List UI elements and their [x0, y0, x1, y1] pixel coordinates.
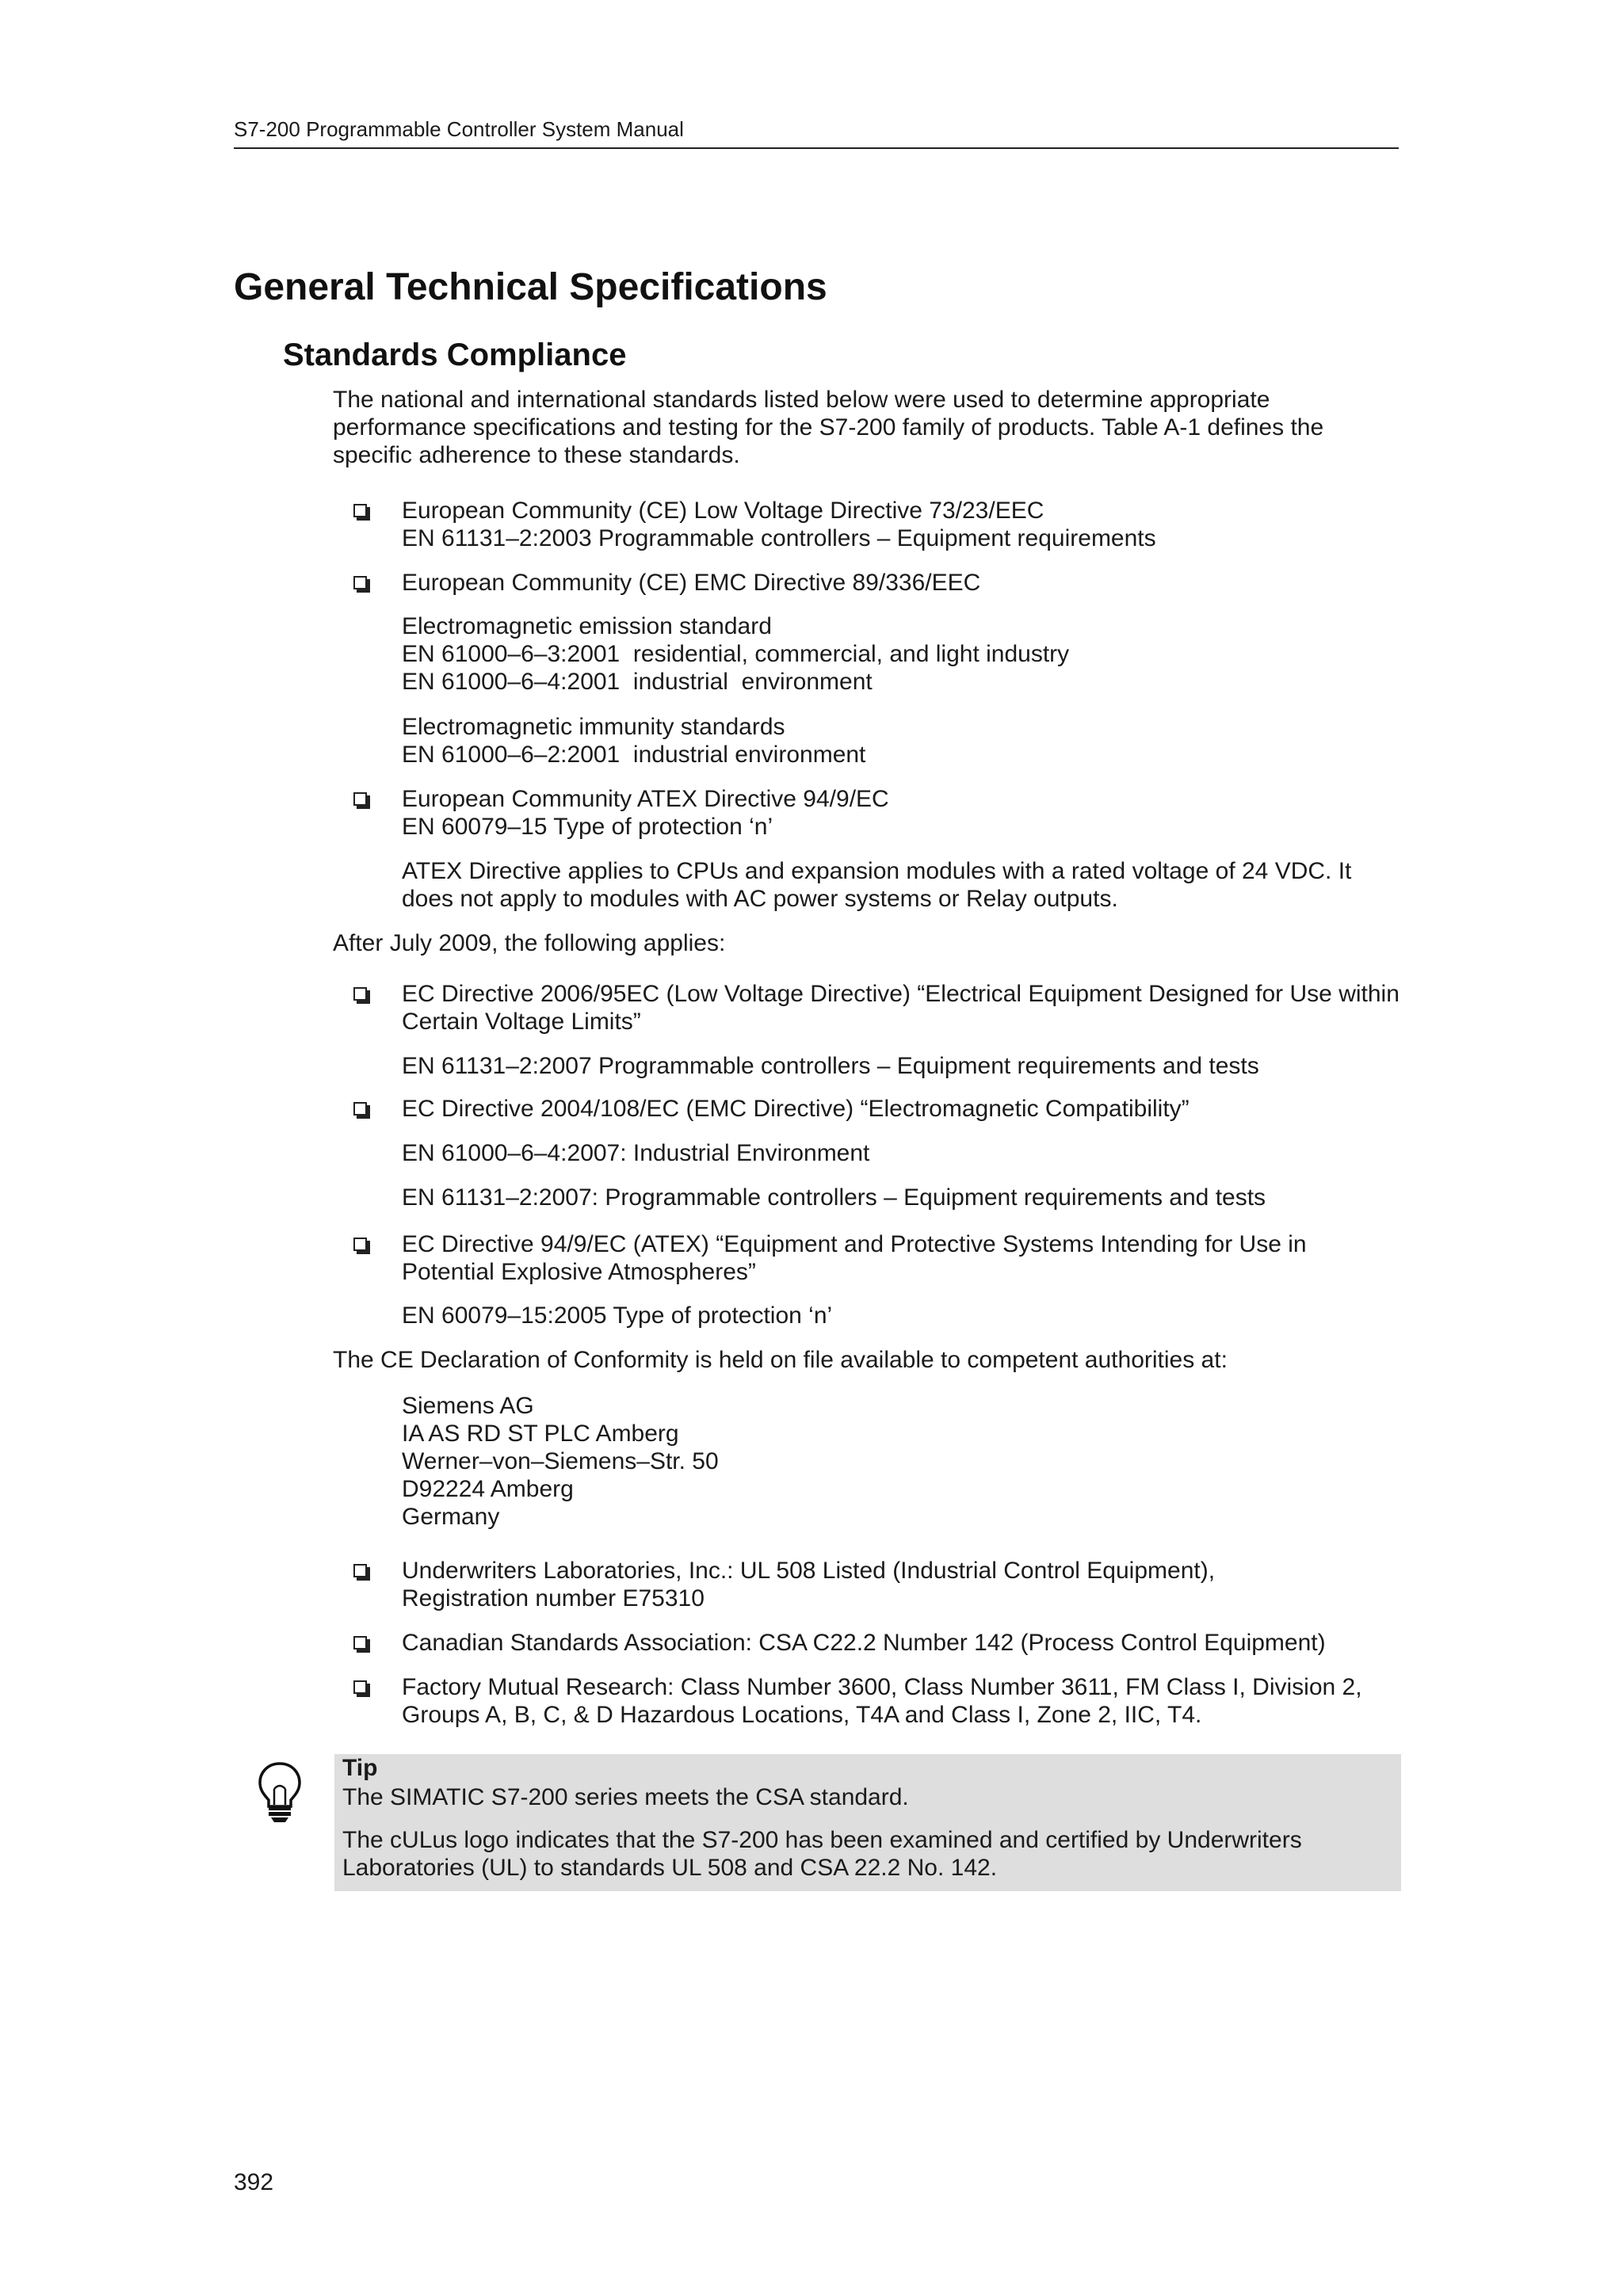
standard-reference: EN 60079–15:2005 Type of protection ‘n’	[402, 1302, 833, 1329]
list-item: EC Directive 94/9/EC (ATEX) “Equipment and Protective Systems Intending for Use in Potential Explosive Atmospheres”	[402, 1231, 1307, 1285]
bullet-icon	[353, 1564, 371, 1581]
tip-text: The SIMATIC S7-200 series meets the CSA standard.	[342, 1784, 909, 1810]
bullet-icon	[353, 987, 371, 1005]
bullet-icon	[353, 1636, 371, 1653]
tip-text: The cULus logo indicates that the S7-200 has been examined and certified by Underwriters Laboratories (UL) to standards UL 508 and CSA 22.2 No. 142.	[342, 1827, 1302, 1881]
section-title: Standards Compliance	[283, 338, 627, 372]
list-item: Underwriters Laboratories, Inc.: UL 508 Listed (Industrial Control Equipment), Registration number E75310	[402, 1558, 1216, 1611]
bullet-icon	[353, 504, 371, 521]
bullet-icon	[353, 1102, 371, 1119]
bullet-icon	[353, 1680, 371, 1698]
immunity-standards: Electromagnetic immunity standards EN 61000–6–2:2001 industrial environment	[402, 714, 866, 768]
list-item: EC Directive 2006/95EC (Low Voltage Directive) “Electrical Equipment Designed for Use within Certain Voltage Limits”	[402, 981, 1400, 1035]
standard-reference: EN 61131–2:2007 Programmable controllers – Equipment requirements and tests	[402, 1053, 1259, 1079]
list-item: European Community (CE) Low Voltage Directive 73/23/EEC EN 61131–2:2003 Programmable controllers – Equipment requirements	[402, 498, 1156, 551]
tip-title: Tip	[342, 1755, 378, 1781]
standard-reference: EN 61131–2:2007: Programmable controllers – Equipment requirements and tests	[402, 1184, 1266, 1211]
list-item: Factory Mutual Research: Class Number 3600, Class Number 3611, FM Class I, Division 2, Groups A, B, C, & D Hazardous Locations, T4A and Class I, Zone 2, IIC, T4.	[402, 1674, 1362, 1728]
intro-paragraph: The national and international standards listed below were used to determine appropriate performance specifications and testing for the S7-200 family of products. Table A-1 defines the specific adherence to these standards.	[333, 387, 1324, 468]
bullet-icon	[353, 792, 371, 810]
standard-reference: EN 61000–6–4:2007: Industrial Environment	[402, 1140, 870, 1166]
emission-standards: Electromagnetic emission standard EN 61000–6–3:2001 residential, commercial, and light industry EN 61000–6–4:2001 industrial environment	[402, 613, 1070, 695]
bullet-icon	[353, 576, 371, 593]
list-item: EC Directive 2004/108/EC (EMC Directive) “Electromagnetic Compatibility”	[402, 1096, 1190, 1122]
list-item: European Community (CE) EMC Directive 89/336/EEC	[402, 570, 981, 596]
list-item: European Community ATEX Directive 94/9/EC EN 60079–15 Type of protection ‘n’	[402, 786, 889, 840]
list-item: Canadian Standards Association: CSA C22.2 Number 142 (Process Control Equipment)	[402, 1630, 1326, 1656]
page-number: 392	[234, 2169, 274, 2195]
bullet-icon	[353, 1238, 371, 1255]
declaration-paragraph: The CE Declaration of Conformity is held on file available to competent authorities at:	[333, 1347, 1228, 1373]
address-block: Siemens AG IA AS RD ST PLC Amberg Werner–von–Siemens–Str. 50 D92224 Amberg Germany	[402, 1393, 719, 1530]
atex-note: ATEX Directive applies to CPUs and expansion modules with a rated voltage of 24 VDC. It does not apply to modules with AC power systems or Relay outputs.	[402, 858, 1352, 912]
lightbulb-icon	[255, 1760, 304, 1824]
page-title: General Technical Specifications	[234, 266, 827, 308]
after-july-paragraph: After July 2009, the following applies:	[333, 930, 726, 956]
running-header: S7-200 Programmable Controller System Manual	[234, 117, 1399, 149]
